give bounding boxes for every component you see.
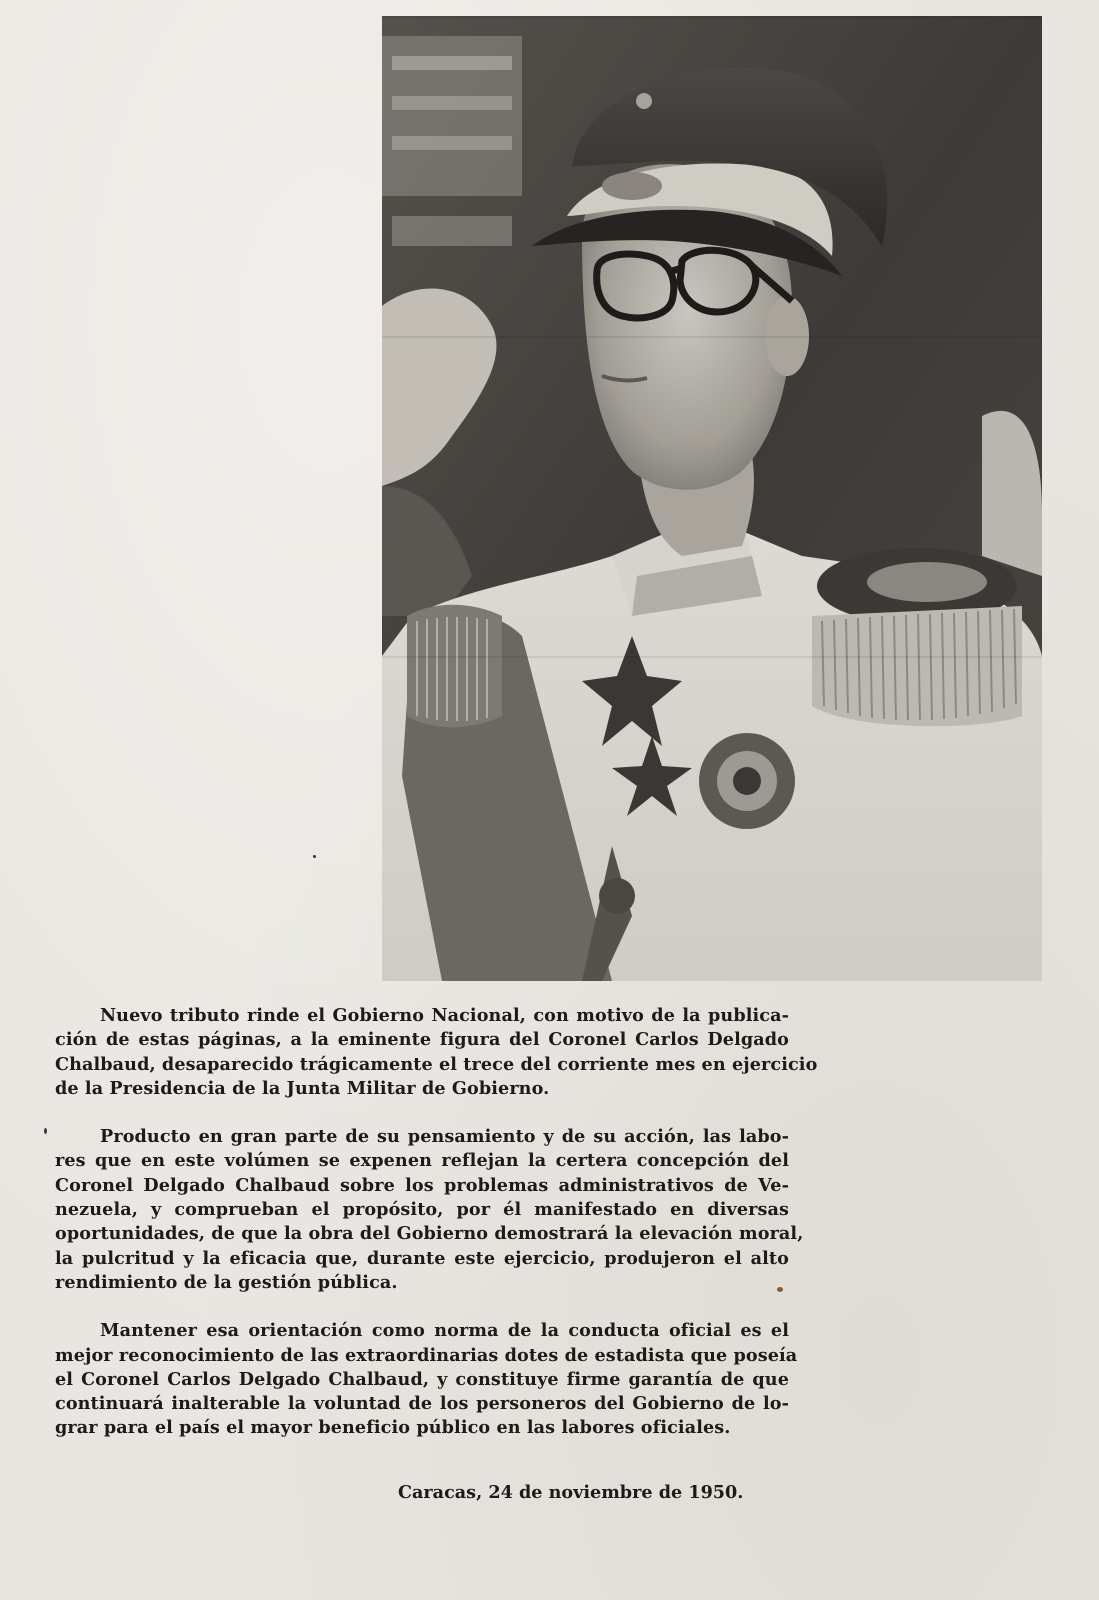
paragraph-1 [55, 1004, 818, 1101]
ink-speck [777, 1287, 783, 1292]
paragraph-3 [55, 1319, 798, 1440]
paragraph-3-line-5: grar para el país el mayor beneficio público en las labores oficiales. [55, 1417, 731, 1439]
paragraph-2-line-6: la pulcritud y la eficacia que, durante este ejercicio, produjeron el alto [55, 1247, 789, 1269]
paragraph-2-line-7: rendimiento de la gestión pública. [55, 1271, 398, 1293]
paragraph-2-line-4: nezuela, y comprueban el propósito, por él manifestado en diversas [55, 1199, 789, 1221]
paragraph-3-line-1: Mantener esa orientación como norma de la conducta oficial es el [100, 1320, 789, 1342]
ink-speck [313, 855, 316, 858]
closing-dateline: Caracas, 24 de noviembre de 1950. [398, 1482, 744, 1503]
paragraph-1-line-4: de la Presidencia de la Junta Militar de Gobierno. [55, 1077, 550, 1099]
tribute-text [55, 1004, 818, 1465]
paragraph-2-line-2: res que en este volúmen se expenen reflejan la certera concepción del [55, 1150, 789, 1172]
paragraph-2-line-3: Coronel Delgado Chalbaud sobre los problemas administrativos de Ve- [55, 1174, 789, 1196]
paragraph-2-line-5: oportunidades, de que la obra del Gobierno demostrará la elevación moral, [55, 1223, 804, 1245]
portrait-illustration [382, 16, 1042, 981]
ink-speck [44, 1128, 47, 1134]
paragraph-3-line-4: continuará inalterable la voluntad de los personeros del Gobierno de lo- [55, 1393, 789, 1415]
paragraph-1-line-2: ción de estas páginas, a la eminente figura del Coronel Carlos Delgado [55, 1029, 789, 1051]
paragraph-2-line-1: Producto en gran parte de su pensamiento y de su acción, las labo- [100, 1126, 789, 1148]
portrait-photo [382, 16, 1042, 981]
paragraph-1-line-3: Chalbaud, desaparecido trágicamente el trece del corriente mes en ejercicio [55, 1053, 818, 1075]
paragraph-3-line-2: mejor reconocimiento de las extraordinarias dotes de estadista que poseía [55, 1344, 798, 1366]
paragraph-2 [55, 1125, 804, 1295]
paragraph-3-line-3: el Coronel Carlos Delgado Chalbaud, y constituye firme garantía de que [55, 1368, 789, 1390]
paragraph-1-line-1: Nuevo tributo rinde el Gobierno Nacional, con motivo de la publica- [100, 1005, 789, 1026]
